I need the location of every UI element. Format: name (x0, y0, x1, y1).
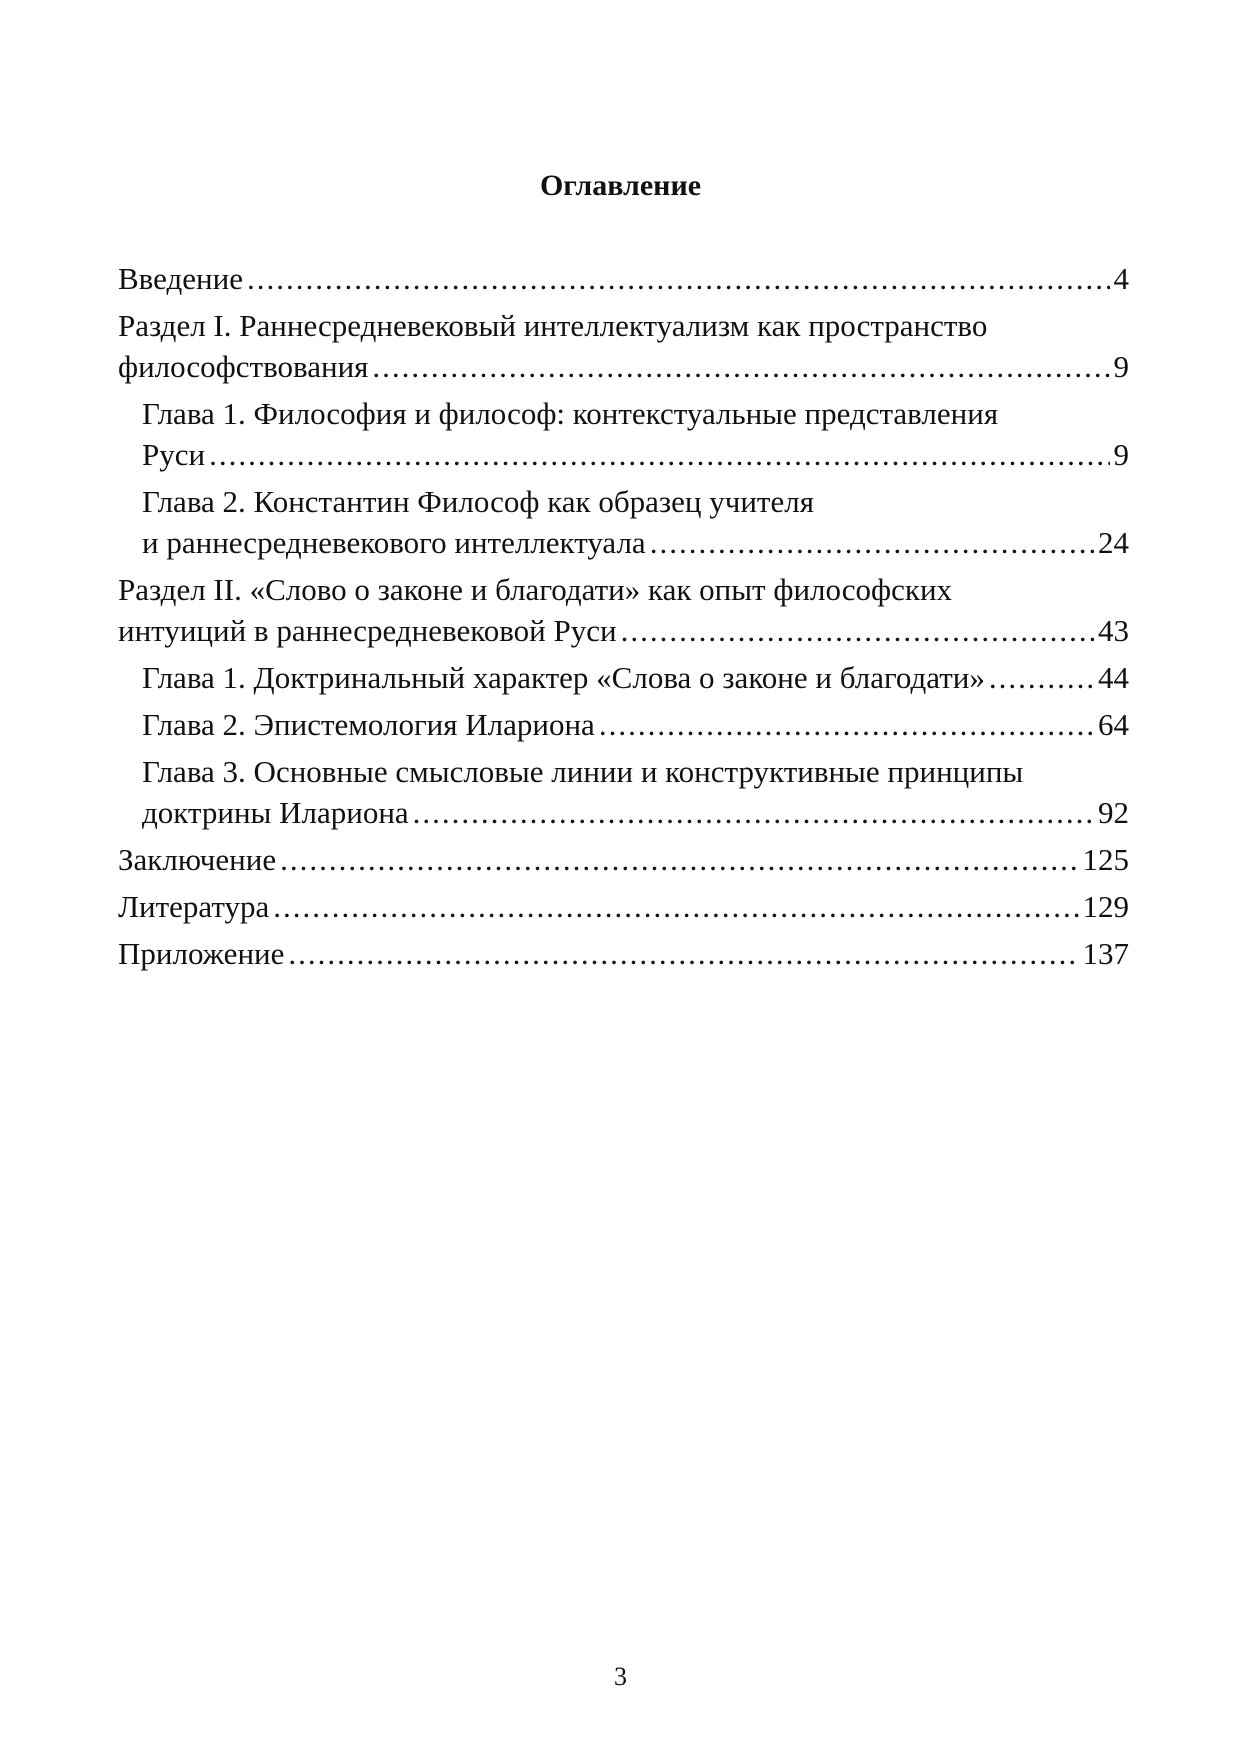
dot-leader (280, 839, 1078, 880)
dot-leader (413, 792, 1094, 833)
toc-entry-section-2-chapter-2[interactable] (118, 704, 1129, 745)
toc-page-number: 9 (1113, 349, 1129, 384)
toc-page-number: 92 (1098, 795, 1129, 830)
toc-entry-section-2-chapter-1[interactable] (118, 657, 1129, 698)
toc-entry-introduction[interactable] (118, 258, 1129, 299)
toc-entry-title-continued: интуиций в раннесредневековой Руси (118, 613, 617, 648)
toc-page-number: 129 (1082, 889, 1129, 924)
toc-entry-section-1-chapter-1[interactable] (118, 393, 1129, 475)
toc-entry-section-1-chapter-2[interactable] (118, 481, 1129, 563)
toc-page-number: 137 (1082, 936, 1129, 971)
toc-page-number: 125 (1082, 842, 1129, 877)
toc-entry-title: Раздел I. Раннесредневековый интеллектуализм как пространство (118, 308, 988, 343)
dot-leader (599, 704, 1094, 745)
page-number: 3 (614, 1662, 627, 1691)
toc-entry-section-2[interactable] (118, 569, 1129, 651)
dot-leader (288, 933, 1078, 974)
toc-entry-section-2-chapter-3[interactable] (118, 751, 1129, 833)
toc-entry-title: Введение (118, 261, 243, 296)
toc-entry-appendix[interactable] (118, 933, 1129, 974)
dot-leader (247, 258, 1110, 299)
page-title: Оглавление (539, 169, 702, 202)
toc-entry-title: Глава 2. Константин Философ как образец учителя (142, 484, 814, 519)
toc-page-number: 24 (1098, 525, 1129, 560)
table-of-contents (118, 258, 1129, 974)
toc-entry-title: Глава 1. Философия и философ: контекстуальные представления (142, 396, 999, 431)
toc-page-number: 44 (1098, 660, 1129, 695)
toc-entry-title: Приложение (118, 936, 285, 971)
toc-entry-title: Глава 2. Эпистемология Илариона (142, 707, 595, 742)
toc-entry-title: Литература (118, 889, 270, 924)
toc-entry-title-continued: философствования (118, 349, 369, 384)
toc-entry-title: Глава 3. Основные смысловые линии и конструктивные принципы (142, 754, 1024, 789)
dot-leader (273, 886, 1078, 927)
toc-entry-title-continued: доктрины Илариона (142, 795, 409, 830)
toc-entry-section-1[interactable] (118, 305, 1129, 387)
toc-entry-conclusion[interactable] (118, 839, 1129, 880)
toc-entry-title: Глава 1. Доктринальный характер «Слова о законе и благодати» (142, 660, 985, 695)
dot-leader (372, 346, 1109, 387)
toc-page-number: 9 (1113, 437, 1129, 472)
toc-entry-title: Раздел II. «Слово о законе и благодати» как опыт философских (118, 572, 953, 607)
toc-page-number: 64 (1098, 707, 1129, 742)
toc-entry-title: Заключение (118, 842, 277, 877)
toc-page-number: 4 (1113, 261, 1129, 296)
toc-entry-title-continued: Руси (142, 437, 206, 472)
dot-leader (650, 522, 1094, 563)
toc-entry-title-continued: и раннесредневекового интеллектуала (142, 525, 646, 560)
dot-leader (989, 657, 1094, 698)
dot-leader (621, 610, 1094, 651)
dot-leader (209, 434, 1109, 475)
toc-page-number: 43 (1098, 613, 1129, 648)
toc-entry-literature[interactable] (118, 886, 1129, 927)
